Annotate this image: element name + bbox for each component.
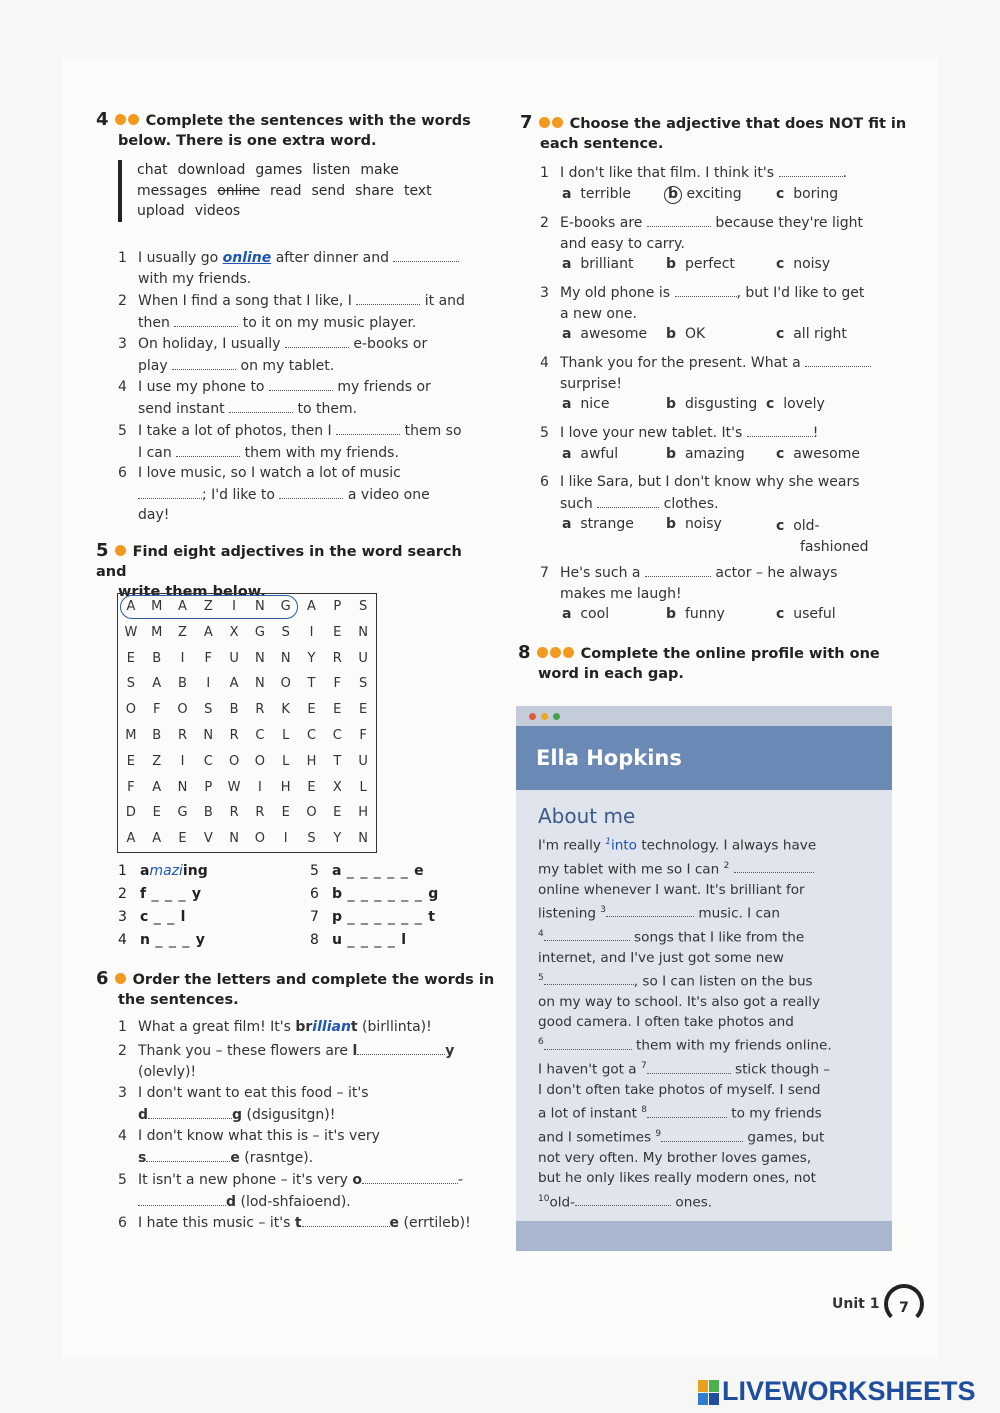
word-chip-used: online bbox=[217, 182, 260, 199]
grid-cell[interactable]: E bbox=[333, 624, 342, 640]
ex4-item-6: 6 I love music, so I watch a lot of music ; I'd like to a video one day! bbox=[118, 465, 430, 523]
grid-cell[interactable]: N bbox=[177, 779, 188, 795]
answer-blank[interactable] bbox=[675, 282, 737, 297]
grid-cell[interactable]: M bbox=[151, 599, 163, 614]
ex4-title bbox=[96, 110, 496, 151]
grid-cell[interactable]: D bbox=[125, 805, 136, 821]
grid-cell[interactable]: B bbox=[203, 805, 213, 821]
option-c[interactable]: c useful bbox=[776, 606, 836, 622]
ex8-title-line2: word in each gap. bbox=[538, 666, 684, 682]
ex7-q2: 2 E-books are because they're light and easy to carry. bbox=[540, 212, 863, 254]
answer-blank[interactable] bbox=[174, 312, 238, 327]
grid-cell[interactable]: C bbox=[306, 728, 317, 743]
grid-cell[interactable]: R bbox=[229, 805, 239, 821]
gap-7[interactable] bbox=[647, 1061, 731, 1074]
grid-cell[interactable]: C bbox=[255, 728, 265, 743]
ex6-item-6: 6 I hate this music – it's t e (errtileb)! bbox=[118, 1212, 471, 1234]
ex4-title-line2: below. There is one extra word. bbox=[118, 133, 377, 149]
profile-body bbox=[538, 804, 838, 1212]
grid-cell[interactable]: F bbox=[152, 702, 161, 718]
ex8-number: 8 bbox=[518, 642, 531, 663]
answer-blank[interactable] bbox=[647, 212, 711, 227]
word-chip: send bbox=[311, 182, 346, 199]
ex6-title bbox=[96, 969, 496, 1010]
answer-blank[interactable] bbox=[805, 352, 871, 367]
answer-blank[interactable] bbox=[176, 442, 240, 457]
word-chip: text bbox=[403, 182, 432, 199]
grid-cell[interactable]: N bbox=[358, 831, 368, 847]
grid-cell[interactable]: S bbox=[358, 599, 368, 614]
grid-cell[interactable]: E bbox=[152, 805, 161, 821]
word-chip: read bbox=[269, 182, 302, 199]
ex5-number: 5 bbox=[96, 540, 109, 561]
grid-cell[interactable]: L bbox=[282, 753, 290, 769]
ex7-q5: 5 I love your new tablet. It's ! bbox=[540, 422, 818, 444]
option-a[interactable]: a awful bbox=[562, 446, 619, 462]
option-b[interactable]: b amazing bbox=[666, 446, 745, 462]
grid-cell[interactable]: I bbox=[232, 599, 236, 614]
grid-cell[interactable]: Z bbox=[178, 624, 187, 640]
ex4-item-2: 2 When I find a song that I like, I it and then to it on my music player. bbox=[118, 290, 465, 333]
difficulty-dot-icon bbox=[115, 973, 126, 984]
grid-cell[interactable]: B bbox=[178, 676, 187, 692]
ex6-item-1: 1 What a great film! It's brilliant (birllinta)! bbox=[118, 1019, 432, 1035]
difficulty-dot-icon bbox=[550, 647, 561, 658]
word-search-grid[interactable] bbox=[117, 593, 377, 853]
ex6-title-line1: Order the letters and complete the words in bbox=[132, 972, 495, 988]
grid-cell[interactable]: E bbox=[307, 702, 316, 718]
grid-cell[interactable]: P bbox=[333, 599, 342, 614]
grid-cell[interactable]: E bbox=[281, 805, 290, 821]
grid-cell[interactable]: N bbox=[255, 599, 265, 614]
grid-cell[interactable]: H bbox=[280, 779, 291, 795]
grid-cell[interactable]: S bbox=[358, 676, 368, 692]
grid-cell[interactable]: E bbox=[126, 753, 135, 769]
grid-cell[interactable]: A bbox=[152, 676, 162, 692]
grid-cell[interactable]: S bbox=[281, 624, 290, 640]
ex7-q4: 4 Thank you for the present. What a surprise! bbox=[540, 352, 871, 394]
word-chip: games bbox=[255, 162, 303, 178]
grid-cell[interactable]: A bbox=[152, 831, 162, 847]
selected-circle-icon: b bbox=[664, 186, 682, 204]
grid-cell[interactable]: F bbox=[204, 650, 213, 666]
grid-cell[interactable]: Z bbox=[203, 599, 213, 614]
ex7-q6: 6 I like Sara, but I don't know why she wears such clothes. bbox=[540, 474, 860, 512]
grid-cell[interactable]: N bbox=[229, 831, 239, 847]
grid-cell[interactable]: E bbox=[126, 650, 135, 666]
ex7-title-line2: each sentence. bbox=[540, 136, 664, 152]
ex5-title-line2: write them below. bbox=[118, 584, 266, 600]
ex7-title bbox=[520, 113, 920, 154]
ws-answer-1[interactable]: 1 amaziing bbox=[118, 863, 208, 879]
ex6-item-3: 3 I don't want to eat this food – it's d g (dsigusitgn)! bbox=[118, 1085, 369, 1123]
ex6-item-2: 2 Thank you – these flowers are l y (olevly)! bbox=[118, 1040, 454, 1082]
window-dot-icon bbox=[553, 713, 560, 720]
option-a[interactable]: a cool bbox=[562, 606, 610, 622]
grid-cell[interactable]: I bbox=[180, 650, 185, 666]
grid-cell[interactable]: M bbox=[125, 728, 137, 743]
grid-cell[interactable]: S bbox=[307, 831, 316, 847]
profile-name: Ella Hopkins bbox=[516, 726, 892, 790]
word-chip: make bbox=[360, 162, 399, 178]
answer-blank[interactable] bbox=[747, 422, 813, 437]
ws-answer-2[interactable]: 2 f _ _ _ y bbox=[118, 886, 202, 902]
liveworksheets-logo-icon bbox=[698, 1380, 720, 1406]
answer-blank[interactable] bbox=[302, 1212, 390, 1227]
ws-answer-8[interactable]: 8 u _ _ _ _ l bbox=[310, 932, 407, 948]
grid-cell[interactable]: O bbox=[254, 831, 266, 847]
grid-cell[interactable]: O bbox=[228, 753, 240, 769]
grid-cell[interactable]: A bbox=[126, 831, 136, 847]
option-c[interactable]: c lovely bbox=[766, 396, 825, 412]
answer-blank[interactable] bbox=[269, 376, 333, 391]
grid-cell[interactable]: R bbox=[229, 728, 239, 743]
grid-cell[interactable]: Z bbox=[152, 753, 162, 769]
option-b[interactable]: b disgusting bbox=[666, 396, 758, 412]
ex6-item-5: 5 It isn't a new phone – it's very o - d (lod-shfaioend). bbox=[118, 1169, 463, 1212]
grid-cell[interactable]: R bbox=[255, 702, 265, 718]
grid-cell[interactable]: C bbox=[332, 728, 342, 743]
page-number: 7 bbox=[884, 1284, 924, 1324]
ex7-q1: 1 I don't like that film. I think it's . bbox=[540, 162, 847, 184]
difficulty-dot-icon bbox=[539, 117, 550, 128]
grid-cell[interactable]: U bbox=[229, 650, 239, 666]
grid-cell[interactable]: B bbox=[152, 728, 162, 743]
grid-cell[interactable]: I bbox=[257, 779, 262, 795]
grid-cell[interactable]: M bbox=[151, 624, 163, 640]
answer-blank[interactable] bbox=[148, 1104, 232, 1119]
grid-cell[interactable]: G bbox=[254, 624, 265, 640]
ex4-item-5: 5 I take a lot of photos, then I them so I can them with my friends. bbox=[118, 420, 462, 463]
grid-cell[interactable]: Y bbox=[333, 831, 342, 847]
grid-cell[interactable]: N bbox=[358, 624, 368, 640]
answer-blank[interactable] bbox=[279, 484, 343, 499]
option-a[interactable]: a terrible bbox=[562, 186, 632, 202]
gap-3[interactable] bbox=[606, 904, 694, 917]
ex4-item-1: 1 I usually go online after dinner and with my friends. bbox=[118, 247, 459, 289]
difficulty-dot-icon bbox=[128, 114, 139, 125]
ex4-item-4: 4 I use my phone to my friends or send instant to them. bbox=[118, 376, 431, 419]
word-chip: messages bbox=[137, 182, 208, 199]
grid-cell[interactable]: Y bbox=[307, 650, 316, 666]
ws-answer-6[interactable]: 6 b _ _ _ _ _ _ g bbox=[310, 886, 439, 902]
difficulty-dot-icon bbox=[537, 647, 548, 658]
ws-answer-3[interactable]: 3 c _ _ l bbox=[118, 909, 186, 925]
option-a[interactable]: a brilliant bbox=[562, 256, 634, 272]
grid-cell[interactable]: A bbox=[152, 779, 162, 795]
ex7-q3: 3 My old phone is , but I'd like to get a new one. bbox=[540, 282, 864, 324]
word-chip: listen bbox=[312, 162, 351, 178]
grid-cell[interactable]: O bbox=[125, 702, 137, 718]
option-b[interactable]: b noisy bbox=[666, 516, 722, 532]
grid-cell[interactable]: K bbox=[281, 702, 290, 718]
grid-cell[interactable]: W bbox=[227, 779, 241, 795]
option-b[interactable]: b OK bbox=[666, 326, 706, 342]
difficulty-dot-icon bbox=[115, 114, 126, 125]
difficulty-dot-icon bbox=[115, 545, 126, 556]
difficulty-dot-icon bbox=[563, 647, 574, 658]
grid-cell[interactable]: S bbox=[126, 676, 136, 692]
grid-cell[interactable]: E bbox=[307, 779, 316, 795]
grid-cell[interactable]: A bbox=[229, 676, 239, 692]
gap-2[interactable] bbox=[734, 860, 814, 873]
option-c[interactable]: c all right bbox=[776, 326, 847, 342]
grid-cell[interactable]: T bbox=[333, 753, 342, 769]
grid-cell[interactable]: U bbox=[358, 753, 368, 769]
ex5-title-line1: Find eight adjectives in the word search and bbox=[96, 544, 462, 580]
answer-blank[interactable] bbox=[138, 1191, 226, 1206]
answer-blank[interactable] bbox=[645, 562, 711, 577]
grid-cell[interactable]: F bbox=[359, 728, 367, 743]
grid-cell[interactable]: S bbox=[204, 702, 213, 718]
ws-answer-5[interactable]: 5 a _ _ _ _ _ e bbox=[310, 863, 424, 879]
option-b-selected[interactable]: b exciting bbox=[664, 186, 742, 204]
gap-8[interactable] bbox=[647, 1105, 727, 1118]
grid-cell[interactable]: V bbox=[203, 831, 213, 847]
ex8-title-line1: Complete the online profile with one bbox=[580, 646, 880, 662]
window-dot-icon bbox=[529, 713, 536, 720]
option-c[interactable]: c awesome bbox=[776, 446, 860, 462]
option-a[interactable]: a strange bbox=[562, 516, 634, 532]
grid-cell[interactable]: W bbox=[124, 624, 138, 640]
answer-blank[interactable] bbox=[138, 484, 202, 499]
answer-blank[interactable] bbox=[356, 290, 420, 305]
ex4-title-line1: Complete the sentences with the words bbox=[145, 113, 471, 129]
ex6-item-4: 4 I don't know what this is – it's very s e (rasntge). bbox=[118, 1128, 380, 1166]
answer-blank[interactable] bbox=[357, 1040, 445, 1055]
online-profile-card bbox=[516, 706, 892, 1251]
grid-cell[interactable]: X bbox=[332, 779, 342, 795]
option-c[interactable]: c boring bbox=[776, 186, 839, 202]
grid-cell[interactable]: P bbox=[204, 779, 213, 795]
grid-cell[interactable]: R bbox=[332, 650, 342, 666]
grid-cell[interactable]: G bbox=[177, 805, 188, 821]
grid-cell[interactable]: O bbox=[280, 676, 291, 692]
gap-6[interactable] bbox=[544, 1037, 632, 1050]
grid-cell[interactable]: N bbox=[255, 676, 265, 692]
grid-cell[interactable]: I bbox=[283, 831, 288, 847]
gap-5[interactable] bbox=[544, 972, 634, 985]
profile-footer-bar bbox=[516, 1221, 892, 1251]
word-chip: download bbox=[177, 162, 246, 178]
gap-9[interactable] bbox=[661, 1129, 743, 1142]
ex7-title-line1: Choose the adjective that does NOT fit in bbox=[569, 116, 907, 132]
option-b[interactable]: b perfect bbox=[666, 256, 735, 272]
answer-blank[interactable] bbox=[393, 247, 459, 262]
answer-blank[interactable] bbox=[146, 1147, 230, 1162]
gap-10[interactable] bbox=[575, 1193, 671, 1206]
option-a[interactable]: a awesome bbox=[562, 326, 648, 342]
answer-blank[interactable] bbox=[362, 1169, 458, 1184]
ex4-item-3: 3 On holiday, I usually e-books or play on my tablet. bbox=[118, 333, 427, 376]
word-box bbox=[118, 160, 477, 222]
ex7-number: 7 bbox=[520, 112, 533, 133]
window-dot-icon bbox=[541, 713, 548, 720]
option-c[interactable]: c old- fashioned bbox=[776, 518, 869, 555]
about-heading: About me bbox=[538, 804, 636, 828]
grid-cell[interactable]: O bbox=[306, 805, 317, 821]
grid-cell[interactable]: R bbox=[177, 728, 188, 743]
answer-blank[interactable] bbox=[779, 162, 843, 177]
grid-cell[interactable]: I bbox=[180, 753, 185, 769]
grid-cell[interactable]: C bbox=[203, 753, 213, 769]
ex7-q7: 7 He's such a actor – he always makes me laugh! bbox=[540, 562, 837, 604]
grid-cell[interactable]: N bbox=[203, 728, 214, 743]
word-chip: upload bbox=[137, 203, 185, 219]
profile-text: I'm really $^1$into technology. I always have my tablet with me so I can $^2$ online whenever I want. It's brilliant for listening $^3$ music. I can $^4$ songs that I like from the internet, and I've just got some new $^5$ , so I can listen on the bus on my way to school. It's also got a really good camera. I often take photos and $^6$ them with my friends online. I haven't got a $^7$ stick though – I don't often take photos of myself. I send a lot of instant $^8$ to my friends and I sometimes $^9$ games, but not very often. My brother loves games, but he only likes really modern ones, not $^{10}$old- ones. bbox=[538, 837, 832, 1211]
grid-cell[interactable]: O bbox=[254, 753, 266, 769]
grid-cell[interactable]: A bbox=[126, 599, 136, 614]
grid-cell[interactable]: E bbox=[333, 702, 342, 718]
grid-cell[interactable]: N bbox=[280, 650, 291, 666]
ex8-title bbox=[518, 643, 918, 684]
grid-cell[interactable]: E bbox=[178, 831, 187, 847]
answer-blank[interactable] bbox=[172, 355, 236, 370]
difficulty-dot-icon bbox=[552, 117, 563, 128]
word-chip: videos bbox=[194, 203, 241, 219]
ex4-number: 4 bbox=[96, 109, 109, 130]
ws-answer-4[interactable]: 4 n _ _ _ y bbox=[118, 932, 205, 948]
liveworksheets-logo[interactable]: LIVEWORKSHEETS bbox=[722, 1376, 976, 1406]
browser-bar bbox=[516, 706, 892, 726]
option-b[interactable]: b funny bbox=[666, 606, 725, 622]
grid-cell[interactable]: X bbox=[229, 624, 239, 640]
grid-cell[interactable]: A bbox=[203, 624, 213, 640]
grid-cell[interactable]: B bbox=[229, 702, 239, 718]
ws-answer-7[interactable]: 7 p _ _ _ _ _ _ t bbox=[310, 909, 435, 925]
option-c[interactable]: c noisy bbox=[776, 256, 831, 272]
answer-text: online bbox=[222, 250, 272, 266]
ex6-title-line2: the sentences. bbox=[118, 992, 239, 1008]
grid-cell[interactable]: L bbox=[282, 728, 290, 743]
answer-blank[interactable] bbox=[229, 398, 293, 413]
grid-cell[interactable]: E bbox=[358, 702, 368, 718]
grid-cell[interactable]: H bbox=[306, 753, 317, 769]
grid-cell[interactable]: R bbox=[255, 805, 265, 821]
grid-cell[interactable]: E bbox=[333, 805, 342, 821]
grid-cell[interactable]: A bbox=[307, 599, 316, 614]
gap-4[interactable] bbox=[544, 928, 630, 941]
grid-cell[interactable]: I bbox=[309, 624, 314, 640]
answer-blank[interactable] bbox=[285, 333, 349, 348]
grid-cell[interactable]: T bbox=[307, 676, 316, 692]
word-chip: share bbox=[355, 182, 394, 199]
grid-cell[interactable]: N bbox=[255, 650, 265, 666]
grid-cell[interactable]: L bbox=[359, 779, 367, 795]
grid-cell[interactable]: U bbox=[358, 650, 368, 666]
grid-cell[interactable]: G bbox=[280, 599, 291, 614]
grid-cell[interactable]: O bbox=[177, 702, 188, 718]
grid-cell[interactable]: F bbox=[127, 779, 135, 795]
word-chip: chat bbox=[137, 162, 168, 178]
ex6-number: 6 bbox=[96, 968, 109, 989]
answer-blank[interactable] bbox=[336, 420, 400, 435]
unit-label: Unit 1 bbox=[832, 1296, 880, 1312]
option-a[interactable]: a nice bbox=[562, 396, 610, 412]
grid-cell[interactable]: H bbox=[358, 805, 368, 821]
grid-cell[interactable]: I bbox=[206, 676, 211, 692]
answer-blank[interactable] bbox=[597, 493, 659, 508]
grid-cell[interactable]: F bbox=[333, 676, 342, 692]
grid-cell[interactable]: B bbox=[152, 650, 162, 666]
grid-cell[interactable]: A bbox=[178, 599, 187, 614]
